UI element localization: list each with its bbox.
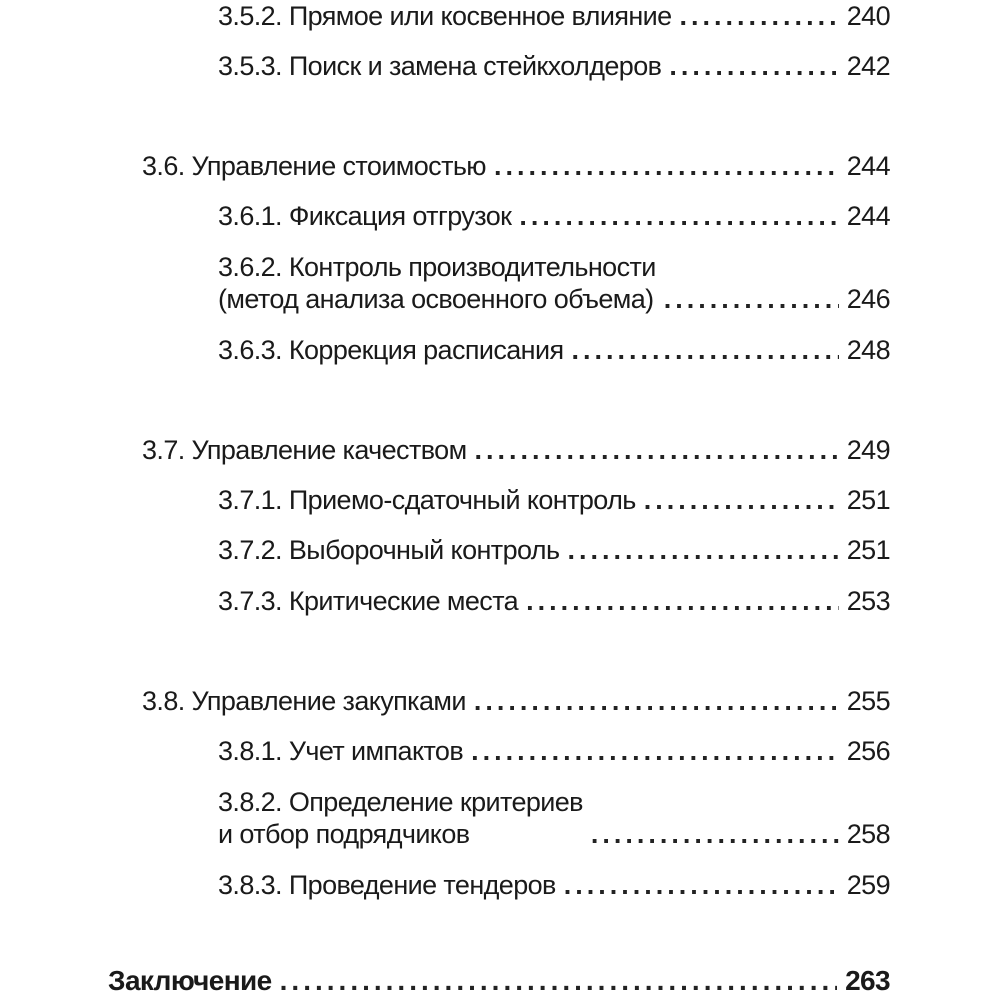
toc-entry-3-5-3[interactable] (218, 50, 890, 82)
toc-entry-title: 3.8.3. Проведение тендеров (218, 870, 556, 900)
dot-leader (680, 0, 839, 32)
toc-entry-page: 244 (846, 201, 890, 231)
dot-leader (564, 869, 839, 901)
toc-entry-page: 263 (845, 965, 890, 996)
toc-entry-page: 249 (846, 435, 890, 465)
toc-entry-3-7[interactable] (142, 434, 890, 466)
toc-entry-title: 3.8.1. Учет импактов (218, 736, 464, 766)
toc-entry-title: 3.7.2. Выборочный контроль (218, 535, 560, 565)
toc-entry-page: 248 (846, 335, 890, 365)
toc-entry-page: 251 (846, 485, 890, 515)
toc-entry-3-6-2[interactable] (218, 251, 890, 315)
dot-leader (669, 50, 838, 82)
toc-entry-title: 3.5.3. Поиск и замена стейкхолдеров (218, 51, 662, 81)
toc-entry-3-6[interactable] (142, 150, 890, 182)
toc-entry-page: 255 (846, 686, 890, 716)
toc-entry-3-7-3[interactable] (218, 585, 890, 617)
dot-leader (664, 283, 839, 315)
toc-entry-title: 3.8. Управление закупками (142, 686, 466, 716)
dot-leader (494, 150, 839, 182)
dot-leader (475, 434, 839, 466)
dot-leader (280, 965, 837, 997)
toc-entry-title: 3.5.2. Прямое или косвенное влияние (218, 1, 672, 31)
toc-entry-page: 258 (846, 819, 890, 849)
toc-entry-page: 240 (846, 1, 890, 31)
toc-entry-title: Заключение (108, 965, 272, 996)
dot-leader (572, 334, 839, 366)
toc-entry-3-8-3[interactable] (218, 869, 890, 901)
toc-entry-3-7-1[interactable] (218, 484, 890, 516)
toc-entry-title: 3.6. Управление стоимостью (142, 151, 486, 181)
dot-leader (519, 200, 838, 232)
toc-entry-3-6-3[interactable] (218, 334, 890, 366)
toc-entry-title: 3.6.2. Контроль производительности (метод анализа освоенного объема) (218, 252, 656, 314)
toc-entry-page: 242 (846, 51, 890, 81)
toc-entry-page: 253 (846, 586, 890, 616)
dot-leader (526, 585, 839, 617)
toc-entry-3-7-2[interactable] (218, 534, 890, 566)
dot-leader (474, 685, 839, 717)
toc-entry-title: 3.7.3. Критические места (218, 586, 519, 616)
dot-leader (591, 818, 839, 850)
toc-entry-title: 3.7.1. Приемо-сдаточный контроль (218, 485, 636, 515)
toc-entry-title: 3.6.3. Коррекция расписания (218, 335, 564, 365)
toc-entry-title: 3.7. Управление качеством (142, 435, 467, 465)
toc-entry-conclusion[interactable] (108, 965, 890, 997)
dot-leader (471, 735, 839, 767)
toc-entry-page: 251 (846, 535, 890, 565)
toc-entry-3-6-1[interactable] (218, 200, 890, 232)
toc-entry-3-8[interactable] (142, 685, 890, 717)
toc-entry-3-5-2[interactable] (218, 0, 890, 32)
toc-entry-page: 259 (846, 870, 890, 900)
toc-entry-3-8-2[interactable] (218, 786, 890, 850)
toc-entry-page: 244 (846, 151, 890, 181)
toc-entry-title: 3.6.1. Фиксация отгрузок (218, 201, 512, 231)
dot-leader (644, 484, 839, 516)
toc-entry-title: 3.8.2. Определение критериев и отбор подрядчиков (218, 787, 583, 849)
toc-entry-page: 246 (846, 284, 890, 314)
toc-entry-3-8-1[interactable] (218, 735, 890, 767)
toc-entry-page: 256 (846, 736, 890, 766)
dot-leader (567, 534, 838, 566)
